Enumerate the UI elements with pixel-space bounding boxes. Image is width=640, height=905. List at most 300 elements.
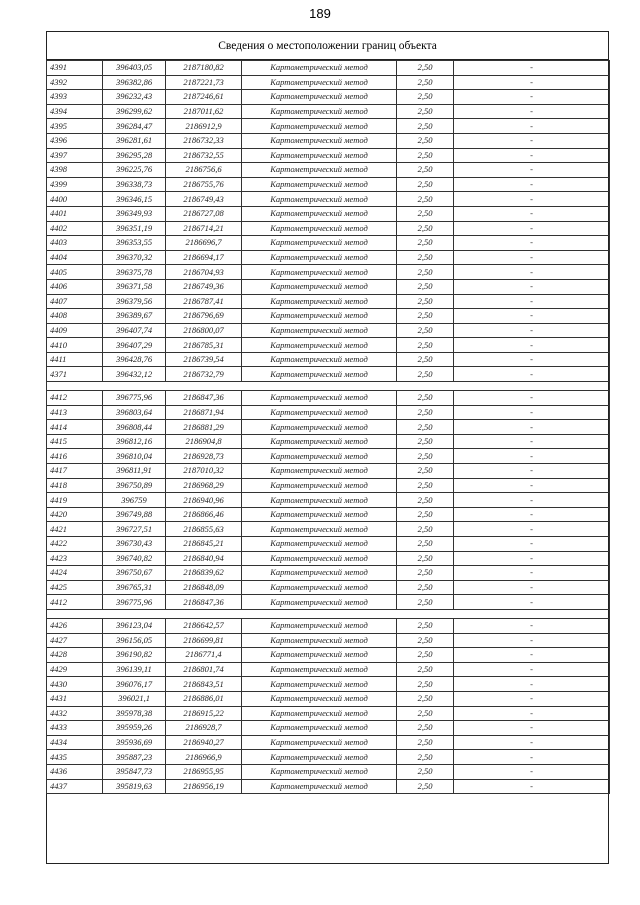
table-row [47,633,610,648]
description-cell: - [454,133,610,148]
point-number-cell: 4435 [47,750,103,765]
table-row [47,706,610,721]
method-cell: Картометрический метод [242,104,397,119]
x-coordinate-cell: 395819,63 [103,779,166,794]
table-row [47,405,610,420]
table-row [47,779,610,794]
description-cell: - [454,75,610,90]
point-number-cell: 4407 [47,294,103,309]
method-cell: Картометрический метод [242,750,397,765]
x-coordinate-cell: 396139,11 [103,662,166,677]
table-row [47,206,610,221]
method-cell: Картометрический метод [242,294,397,309]
table-row [47,595,610,610]
accuracy-cell: 2,50 [397,537,454,552]
x-coordinate-cell: 396351,19 [103,221,166,236]
y-coordinate-cell: 2186940,96 [166,493,242,508]
point-number-cell: 4401 [47,206,103,221]
accuracy-cell: 2,50 [397,648,454,663]
y-coordinate-cell: 2186771,4 [166,648,242,663]
accuracy-cell: 2,50 [397,61,454,76]
method-cell: Картометрический метод [242,148,397,163]
description-cell: - [454,434,610,449]
y-coordinate-cell: 2186866,46 [166,507,242,522]
table-row [47,279,610,294]
y-coordinate-cell: 2186886,01 [166,691,242,706]
y-coordinate-cell: 2186881,29 [166,420,242,435]
table-row [47,551,610,566]
method-cell: Картометрический метод [242,434,397,449]
point-number-cell: 4393 [47,90,103,105]
accuracy-cell: 2,50 [397,595,454,610]
y-coordinate-cell: 2186847,36 [166,391,242,406]
accuracy-cell: 2,50 [397,507,454,522]
accuracy-cell: 2,50 [397,405,454,420]
point-number-cell: 4416 [47,449,103,464]
accuracy-cell: 2,50 [397,391,454,406]
table-row [47,648,610,663]
method-cell: Картометрический метод [242,279,397,294]
point-number-cell: 4429 [47,662,103,677]
x-coordinate-cell: 396428,76 [103,352,166,367]
separator-cell [47,609,610,618]
method-cell: Картометрический метод [242,405,397,420]
point-number-cell: 4397 [47,148,103,163]
y-coordinate-cell: 2187010,32 [166,464,242,479]
x-coordinate-cell: 396379,56 [103,294,166,309]
description-cell: - [454,352,610,367]
point-number-cell: 4424 [47,566,103,581]
y-coordinate-cell: 2186915,22 [166,706,242,721]
table-row [47,236,610,251]
table-row [47,618,610,633]
x-coordinate-cell: 396750,67 [103,566,166,581]
description-cell: - [454,750,610,765]
point-number-cell: 4392 [47,75,103,90]
table-row [47,522,610,537]
table-row [47,265,610,280]
page-number: 189 [309,6,331,21]
accuracy-cell: 2,50 [397,764,454,779]
point-number-cell: 4409 [47,323,103,338]
method-cell: Картометрический метод [242,177,397,192]
x-coordinate-cell: 396156,05 [103,633,166,648]
y-coordinate-cell: 2186912,9 [166,119,242,134]
table-row [47,420,610,435]
point-number-cell: 4371 [47,367,103,382]
description-cell: - [454,391,610,406]
y-coordinate-cell: 2186704,93 [166,265,242,280]
point-number-cell: 4422 [47,537,103,552]
y-coordinate-cell: 2186756,6 [166,163,242,178]
point-number-cell: 4413 [47,405,103,420]
accuracy-cell: 2,50 [397,367,454,382]
y-coordinate-cell: 2187246,61 [166,90,242,105]
point-number-cell: 4425 [47,580,103,595]
x-coordinate-cell: 396403,05 [103,61,166,76]
method-cell: Картометрический метод [242,367,397,382]
y-coordinate-cell: 2186966,9 [166,750,242,765]
y-coordinate-cell: 2186843,51 [166,677,242,692]
x-coordinate-cell: 396803,64 [103,405,166,420]
y-coordinate-cell: 2186928,7 [166,721,242,736]
point-number-cell: 4428 [47,648,103,663]
description-cell: - [454,779,610,794]
point-number-cell: 4412 [47,391,103,406]
method-cell: Картометрический метод [242,323,397,338]
method-cell: Картометрический метод [242,677,397,692]
table-row [47,250,610,265]
table-row [47,367,610,382]
method-cell: Картометрический метод [242,133,397,148]
table-row [47,537,610,552]
method-cell: Картометрический метод [242,662,397,677]
method-cell: Картометрический метод [242,221,397,236]
x-coordinate-cell: 396349,93 [103,206,166,221]
x-coordinate-cell: 396232,43 [103,90,166,105]
point-number-cell: 4406 [47,279,103,294]
description-cell: - [454,662,610,677]
description-cell: - [454,464,610,479]
y-coordinate-cell: 2186749,36 [166,279,242,294]
accuracy-cell: 2,50 [397,551,454,566]
method-cell: Картометрический метод [242,61,397,76]
method-cell: Картометрический метод [242,764,397,779]
coordinates-table-body [47,61,610,794]
accuracy-cell: 2,50 [397,119,454,134]
method-cell: Картометрический метод [242,163,397,178]
y-coordinate-cell: 2187011,62 [166,104,242,119]
point-number-cell: 4405 [47,265,103,280]
method-cell: Картометрический метод [242,309,397,324]
method-cell: Картометрический метод [242,522,397,537]
x-coordinate-cell: 396759 [103,493,166,508]
x-coordinate-cell: 396812,16 [103,434,166,449]
method-cell: Картометрический метод [242,420,397,435]
description-cell: - [454,279,610,294]
description-cell: - [454,323,610,338]
x-coordinate-cell: 395978,38 [103,706,166,721]
x-coordinate-cell: 396375,78 [103,265,166,280]
accuracy-cell: 2,50 [397,478,454,493]
y-coordinate-cell: 2186749,43 [166,192,242,207]
table-row [47,507,610,522]
description-cell: - [454,677,610,692]
y-coordinate-cell: 2186714,21 [166,221,242,236]
point-number-cell: 4404 [47,250,103,265]
table-row [47,148,610,163]
x-coordinate-cell: 396727,51 [103,522,166,537]
table-row [47,677,610,692]
table-row [47,750,610,765]
method-cell: Картометрический метод [242,648,397,663]
point-number-cell: 4431 [47,691,103,706]
description-cell: - [454,449,610,464]
point-number-cell: 4414 [47,420,103,435]
accuracy-cell: 2,50 [397,265,454,280]
x-coordinate-cell: 396225,76 [103,163,166,178]
y-coordinate-cell: 2186940,27 [166,735,242,750]
method-cell: Картометрический метод [242,449,397,464]
y-coordinate-cell: 2186696,7 [166,236,242,251]
coordinates-table [46,60,610,794]
accuracy-cell: 2,50 [397,677,454,692]
x-coordinate-cell: 396353,55 [103,236,166,251]
group-separator [47,609,610,618]
method-cell: Картометрический метод [242,90,397,105]
accuracy-cell: 2,50 [397,721,454,736]
x-coordinate-cell: 396808,44 [103,420,166,435]
point-number-cell: 4419 [47,493,103,508]
description-cell: - [454,537,610,552]
accuracy-cell: 2,50 [397,352,454,367]
x-coordinate-cell: 396730,43 [103,537,166,552]
point-number-cell: 4411 [47,352,103,367]
y-coordinate-cell: 2186801,74 [166,662,242,677]
table-row [47,662,610,677]
method-cell: Картометрический метод [242,391,397,406]
point-number-cell: 4391 [47,61,103,76]
y-coordinate-cell: 2186848,09 [166,580,242,595]
point-number-cell: 4432 [47,706,103,721]
description-cell: - [454,192,610,207]
point-number-cell: 4400 [47,192,103,207]
table-row [47,61,610,76]
accuracy-cell: 2,50 [397,464,454,479]
y-coordinate-cell: 2186732,55 [166,148,242,163]
table-row [47,478,610,493]
accuracy-cell: 2,50 [397,691,454,706]
description-cell: - [454,265,610,280]
table-row [47,764,610,779]
y-coordinate-cell: 2186785,31 [166,338,242,353]
table-row [47,221,610,236]
method-cell: Картометрический метод [242,493,397,508]
point-number-cell: 4399 [47,177,103,192]
point-number-cell: 4398 [47,163,103,178]
accuracy-cell: 2,50 [397,250,454,265]
x-coordinate-cell: 396190,82 [103,648,166,663]
table-row [47,104,610,119]
description-cell: - [454,405,610,420]
accuracy-cell: 2,50 [397,449,454,464]
table-row [47,338,610,353]
method-cell: Картометрический метод [242,236,397,251]
accuracy-cell: 2,50 [397,735,454,750]
x-coordinate-cell: 396295,28 [103,148,166,163]
description-cell: - [454,236,610,251]
point-number-cell: 4437 [47,779,103,794]
y-coordinate-cell: 2187180,82 [166,61,242,76]
description-cell: - [454,90,610,105]
table-row [47,580,610,595]
accuracy-cell: 2,50 [397,294,454,309]
point-number-cell: 4423 [47,551,103,566]
description-cell: - [454,206,610,221]
x-coordinate-cell: 395936,69 [103,735,166,750]
method-cell: Картометрический метод [242,691,397,706]
table-row [47,323,610,338]
x-coordinate-cell: 396123,04 [103,618,166,633]
description-cell: - [454,551,610,566]
y-coordinate-cell: 2186694,17 [166,250,242,265]
x-coordinate-cell: 396810,04 [103,449,166,464]
table-row [47,566,610,581]
description-cell: - [454,221,610,236]
method-cell: Картометрический метод [242,464,397,479]
point-number-cell: 4418 [47,478,103,493]
method-cell: Картометрический метод [242,119,397,134]
point-number-cell: 4412 [47,595,103,610]
description-cell: - [454,338,610,353]
point-number-cell: 4408 [47,309,103,324]
point-number-cell: 4402 [47,221,103,236]
x-coordinate-cell: 396432,12 [103,367,166,382]
table-row [47,464,610,479]
point-number-cell: 4415 [47,434,103,449]
y-coordinate-cell: 2186739,54 [166,352,242,367]
accuracy-cell: 2,50 [397,104,454,119]
description-cell: - [454,691,610,706]
separator-cell [47,382,610,391]
table-row [47,119,610,134]
description-cell: - [454,119,610,134]
method-cell: Картометрический метод [242,721,397,736]
description-cell: - [454,478,610,493]
x-coordinate-cell: 396750,89 [103,478,166,493]
method-cell: Картометрический метод [242,192,397,207]
y-coordinate-cell: 2186871,94 [166,405,242,420]
x-coordinate-cell: 396407,74 [103,323,166,338]
x-coordinate-cell: 396382,86 [103,75,166,90]
x-coordinate-cell: 395847,73 [103,764,166,779]
description-cell: - [454,493,610,508]
point-number-cell: 4433 [47,721,103,736]
point-number-cell: 4434 [47,735,103,750]
table-row [47,309,610,324]
description-cell: - [454,522,610,537]
table-row [47,449,610,464]
accuracy-cell: 2,50 [397,706,454,721]
accuracy-cell: 2,50 [397,221,454,236]
accuracy-cell: 2,50 [397,163,454,178]
accuracy-cell: 2,50 [397,177,454,192]
accuracy-cell: 2,50 [397,192,454,207]
method-cell: Картометрический метод [242,735,397,750]
accuracy-cell: 2,50 [397,618,454,633]
description-cell: - [454,595,610,610]
x-coordinate-cell: 396281,61 [103,133,166,148]
x-coordinate-cell: 396775,96 [103,391,166,406]
accuracy-cell: 2,50 [397,633,454,648]
y-coordinate-cell: 2186755,76 [166,177,242,192]
table-row [47,192,610,207]
method-cell: Картометрический метод [242,537,397,552]
accuracy-cell: 2,50 [397,522,454,537]
y-coordinate-cell: 2186727,08 [166,206,242,221]
point-number-cell: 4403 [47,236,103,251]
table-row [47,721,610,736]
point-number-cell: 4395 [47,119,103,134]
method-cell: Картометрический метод [242,706,397,721]
accuracy-cell: 2,50 [397,133,454,148]
point-number-cell: 4421 [47,522,103,537]
description-cell: - [454,177,610,192]
description-cell: - [454,61,610,76]
x-coordinate-cell: 396370,32 [103,250,166,265]
method-cell: Картометрический метод [242,250,397,265]
y-coordinate-cell: 2187221,73 [166,75,242,90]
method-cell: Картометрический метод [242,265,397,280]
point-number-cell: 4427 [47,633,103,648]
description-cell: - [454,735,610,750]
description-cell: - [454,566,610,581]
table-row [47,294,610,309]
method-cell: Картометрический метод [242,75,397,90]
method-cell: Картометрический метод [242,206,397,221]
x-coordinate-cell: 396407,29 [103,338,166,353]
x-coordinate-cell: 396740,82 [103,551,166,566]
x-coordinate-cell: 396371,58 [103,279,166,294]
method-cell: Картометрический метод [242,580,397,595]
accuracy-cell: 2,50 [397,75,454,90]
x-coordinate-cell: 396299,62 [103,104,166,119]
accuracy-cell: 2,50 [397,338,454,353]
x-coordinate-cell: 396765,31 [103,580,166,595]
method-cell: Картометрический метод [242,566,397,581]
y-coordinate-cell: 2186787,41 [166,294,242,309]
accuracy-cell: 2,50 [397,148,454,163]
accuracy-cell: 2,50 [397,279,454,294]
table-row [47,434,610,449]
description-cell: - [454,580,610,595]
y-coordinate-cell: 2186955,95 [166,764,242,779]
description-cell: - [454,250,610,265]
accuracy-cell: 2,50 [397,90,454,105]
accuracy-cell: 2,50 [397,566,454,581]
table-row [47,133,610,148]
y-coordinate-cell: 2186928,73 [166,449,242,464]
accuracy-cell: 2,50 [397,206,454,221]
point-number-cell: 4410 [47,338,103,353]
accuracy-cell: 2,50 [397,434,454,449]
y-coordinate-cell: 2186855,63 [166,522,242,537]
y-coordinate-cell: 2186699,81 [166,633,242,648]
point-number-cell: 4436 [47,764,103,779]
method-cell: Картометрический метод [242,618,397,633]
table-row [47,735,610,750]
table-row [47,493,610,508]
y-coordinate-cell: 2186968,29 [166,478,242,493]
method-cell: Картометрический метод [242,507,397,522]
accuracy-cell: 2,50 [397,750,454,765]
point-number-cell: 4394 [47,104,103,119]
description-cell: - [454,104,610,119]
table-row [47,177,610,192]
y-coordinate-cell: 2186845,21 [166,537,242,552]
point-number-cell: 4426 [47,618,103,633]
table-row [47,691,610,706]
x-coordinate-cell: 396749,88 [103,507,166,522]
description-cell: - [454,706,610,721]
accuracy-cell: 2,50 [397,493,454,508]
description-cell: - [454,507,610,522]
x-coordinate-cell: 396775,96 [103,595,166,610]
point-number-cell: 4430 [47,677,103,692]
description-cell: - [454,148,610,163]
y-coordinate-cell: 2186796,69 [166,309,242,324]
table-row [47,90,610,105]
